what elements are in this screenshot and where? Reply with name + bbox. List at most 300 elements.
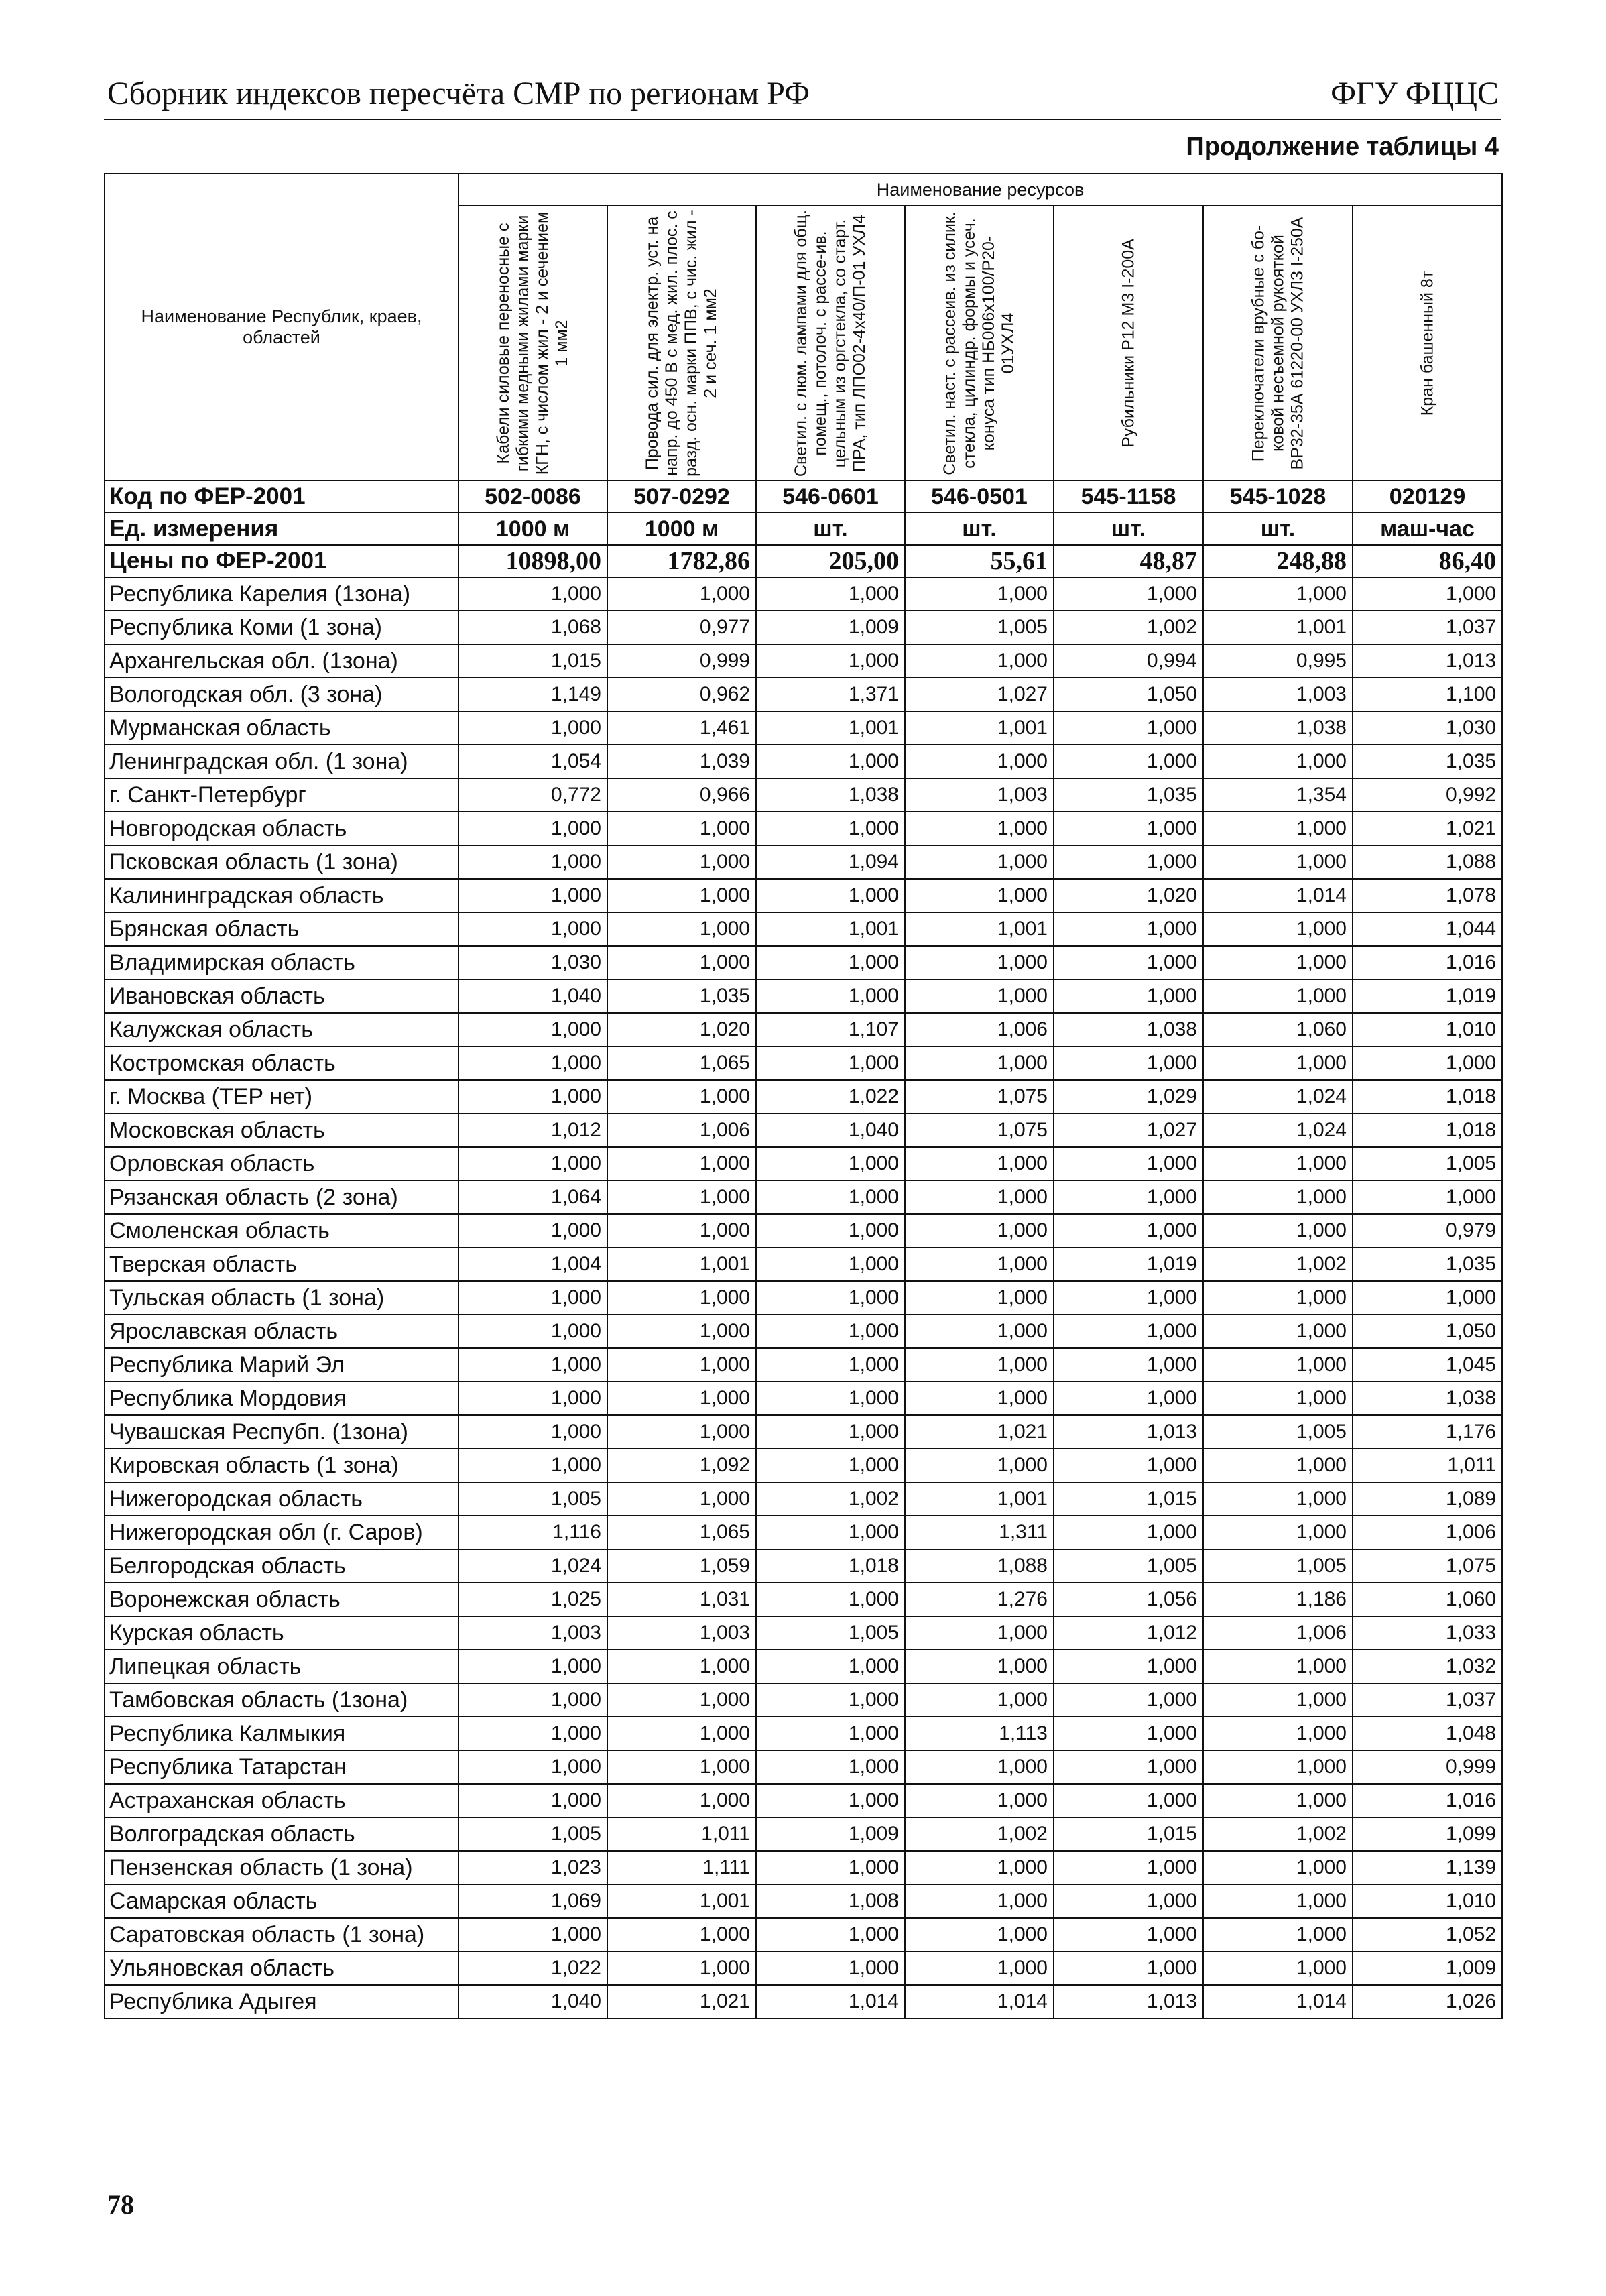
region-column-header: Наименование Республик, краев, областей bbox=[105, 174, 458, 481]
table-row bbox=[105, 1683, 1502, 1717]
resource-name-header bbox=[905, 206, 1054, 481]
index-value: 1,000 bbox=[607, 1214, 756, 1248]
index-value: 1,000 bbox=[1203, 1683, 1353, 1717]
index-value: 1,000 bbox=[756, 1449, 905, 1482]
index-value: 1,000 bbox=[1203, 1046, 1353, 1080]
table-row bbox=[105, 1080, 1502, 1113]
index-value: 1,000 bbox=[756, 644, 905, 678]
index-value: 1,000 bbox=[1203, 1750, 1353, 1784]
index-value: 1,000 bbox=[1203, 1784, 1353, 1817]
index-value: 1,000 bbox=[607, 1951, 756, 1985]
table-row bbox=[105, 1985, 1502, 2018]
table-row bbox=[105, 644, 1502, 678]
index-value: 1,030 bbox=[458, 946, 607, 979]
resource-price: 86,40 bbox=[1353, 545, 1502, 577]
region-name: Самарская область bbox=[105, 1884, 458, 1918]
index-value: 1,000 bbox=[756, 1951, 905, 1985]
organization-name: ФГУ ФЦЦС bbox=[1331, 76, 1499, 111]
table-row bbox=[105, 1449, 1502, 1482]
region-name: Астраханская область bbox=[105, 1784, 458, 1817]
index-value: 1,176 bbox=[1353, 1415, 1502, 1449]
table-row bbox=[105, 678, 1502, 711]
index-value: 1,000 bbox=[1054, 1281, 1203, 1315]
index-value: 1,000 bbox=[905, 1214, 1054, 1248]
index-value: 1,000 bbox=[756, 1046, 905, 1080]
index-value: 1,000 bbox=[1353, 577, 1502, 611]
index-value: 1,000 bbox=[607, 1482, 756, 1516]
index-value: 1,000 bbox=[905, 845, 1054, 879]
index-value: 1,000 bbox=[1054, 1683, 1203, 1717]
index-value: 1,000 bbox=[1353, 1281, 1502, 1315]
index-value: 1,021 bbox=[607, 1985, 756, 2018]
index-value: 1,065 bbox=[607, 1516, 756, 1549]
index-value: 1,000 bbox=[458, 1013, 607, 1046]
region-name: Ярославская область bbox=[105, 1315, 458, 1348]
resource-unit: шт. bbox=[756, 513, 905, 545]
index-value: 1,000 bbox=[1054, 1884, 1203, 1918]
index-value: 1,003 bbox=[905, 778, 1054, 812]
index-value: 1,000 bbox=[1203, 1147, 1353, 1181]
index-value: 1,000 bbox=[458, 1717, 607, 1750]
resource-name-text: Светил. с люм. лампами для общ. помещ., потолоч. с рассе-ив. цельным из оргстекла, со старт. ПРА, тип ЛПО02-4х40/П-01 УХЛ4 bbox=[792, 209, 869, 477]
region-name: Тверская область bbox=[105, 1248, 458, 1281]
resource-price: 55,61 bbox=[905, 545, 1054, 577]
index-value: 1,052 bbox=[1353, 1918, 1502, 1951]
index-value: 1,000 bbox=[1054, 1181, 1203, 1214]
table-row bbox=[105, 946, 1502, 979]
table-row bbox=[105, 1147, 1502, 1181]
resource-code: 507-0292 bbox=[607, 481, 756, 513]
index-value: 1,000 bbox=[1203, 946, 1353, 979]
index-value: 1,000 bbox=[1054, 1516, 1203, 1549]
index-value: 1,000 bbox=[1054, 1650, 1203, 1683]
index-value: 1,005 bbox=[1054, 1549, 1203, 1583]
index-value: 1,075 bbox=[1353, 1549, 1502, 1583]
index-value: 1,000 bbox=[458, 1315, 607, 1348]
table-row bbox=[105, 1046, 1502, 1080]
index-value: 1,000 bbox=[905, 1181, 1054, 1214]
index-value: 1,000 bbox=[756, 1281, 905, 1315]
index-value: 1,015 bbox=[1054, 1482, 1203, 1516]
index-value: 1,000 bbox=[756, 1717, 905, 1750]
index-value: 1,000 bbox=[607, 912, 756, 946]
index-value: 1,000 bbox=[1054, 1315, 1203, 1348]
index-value: 1,000 bbox=[1054, 1918, 1203, 1951]
index-value: 1,000 bbox=[756, 1750, 905, 1784]
index-value: 1,000 bbox=[1054, 1046, 1203, 1080]
index-value: 1,000 bbox=[1203, 577, 1353, 611]
index-value: 1,092 bbox=[607, 1449, 756, 1482]
table-header-row bbox=[105, 174, 1502, 206]
index-value: 1,000 bbox=[905, 1884, 1054, 1918]
index-value: 0,994 bbox=[1054, 644, 1203, 678]
region-name: Нижегородская область bbox=[105, 1482, 458, 1516]
index-value: 1,025 bbox=[458, 1583, 607, 1616]
table-row bbox=[105, 1717, 1502, 1750]
index-value: 1,094 bbox=[756, 845, 905, 879]
region-name: Тамбовская область (1зона) bbox=[105, 1683, 458, 1717]
index-value: 1,000 bbox=[1353, 1181, 1502, 1214]
index-value: 1,000 bbox=[458, 1382, 607, 1415]
index-value: 1,000 bbox=[1054, 946, 1203, 979]
index-value: 1,000 bbox=[607, 1717, 756, 1750]
index-value: 1,000 bbox=[756, 1214, 905, 1248]
index-value: 1,000 bbox=[905, 1683, 1054, 1717]
index-value: 1,037 bbox=[1353, 611, 1502, 644]
index-value: 1,000 bbox=[905, 1918, 1054, 1951]
code-row-label: Код по ФЕР-2001 bbox=[105, 481, 458, 513]
index-value: 1,005 bbox=[1203, 1549, 1353, 1583]
table-row bbox=[105, 1616, 1502, 1650]
index-value: 1,000 bbox=[1203, 1348, 1353, 1382]
region-name: Воронежская область bbox=[105, 1583, 458, 1616]
region-name: Липецкая область bbox=[105, 1650, 458, 1683]
table-row bbox=[105, 1549, 1502, 1583]
index-value: 1,111 bbox=[607, 1851, 756, 1884]
region-name: Рязанская область (2 зона) bbox=[105, 1181, 458, 1214]
index-value: 1,000 bbox=[756, 946, 905, 979]
index-value: 1,000 bbox=[1054, 1147, 1203, 1181]
index-value: 1,056 bbox=[1054, 1583, 1203, 1616]
index-value: 1,000 bbox=[905, 1784, 1054, 1817]
resource-unit: шт. bbox=[1054, 513, 1203, 545]
index-value: 0,977 bbox=[607, 611, 756, 644]
index-value: 1,059 bbox=[607, 1549, 756, 1583]
index-value: 1,014 bbox=[905, 1985, 1054, 2018]
index-value: 1,000 bbox=[1353, 1046, 1502, 1080]
region-index-table bbox=[104, 173, 1503, 2019]
index-value: 1,035 bbox=[607, 979, 756, 1013]
index-value: 1,000 bbox=[607, 1281, 756, 1315]
index-value: 1,000 bbox=[905, 1650, 1054, 1683]
index-value: 0,979 bbox=[1353, 1214, 1502, 1248]
index-value: 1,371 bbox=[756, 678, 905, 711]
index-value: 1,139 bbox=[1353, 1851, 1502, 1884]
index-value: 1,001 bbox=[607, 1248, 756, 1281]
table-row bbox=[105, 1415, 1502, 1449]
index-value: 1,022 bbox=[458, 1951, 607, 1985]
index-value: 1,000 bbox=[905, 946, 1054, 979]
index-value: 1,000 bbox=[1054, 1449, 1203, 1482]
index-value: 1,044 bbox=[1353, 912, 1502, 946]
index-value: 1,000 bbox=[756, 812, 905, 845]
table-row bbox=[105, 845, 1502, 879]
index-value: 1,000 bbox=[1054, 577, 1203, 611]
table-row bbox=[105, 979, 1502, 1013]
table-row bbox=[105, 1951, 1502, 1985]
index-value: 1,020 bbox=[607, 1013, 756, 1046]
index-value: 1,006 bbox=[607, 1113, 756, 1147]
index-value: 1,011 bbox=[1353, 1449, 1502, 1482]
resource-name-header bbox=[1353, 206, 1502, 481]
index-value: 1,000 bbox=[607, 812, 756, 845]
index-value: 1,000 bbox=[1054, 1382, 1203, 1415]
index-value: 1,000 bbox=[607, 1382, 756, 1415]
index-value: 1,311 bbox=[905, 1516, 1054, 1549]
region-name: Псковская область (1 зона) bbox=[105, 845, 458, 879]
index-value: 1,038 bbox=[1054, 1013, 1203, 1046]
index-value: 1,000 bbox=[756, 1683, 905, 1717]
index-value: 1,075 bbox=[905, 1113, 1054, 1147]
index-value: 0,995 bbox=[1203, 644, 1353, 678]
index-value: 1,008 bbox=[756, 1884, 905, 1918]
table-row bbox=[105, 812, 1502, 845]
index-value: 1,005 bbox=[756, 1616, 905, 1650]
index-value: 1,000 bbox=[1054, 845, 1203, 879]
index-value: 1,000 bbox=[607, 1650, 756, 1683]
index-value: 1,000 bbox=[1203, 1851, 1353, 1884]
index-value: 1,002 bbox=[905, 1817, 1054, 1851]
index-value: 1,000 bbox=[1054, 1214, 1203, 1248]
index-value: 1,461 bbox=[607, 711, 756, 745]
index-value: 1,060 bbox=[1353, 1583, 1502, 1616]
index-value: 1,149 bbox=[458, 678, 607, 711]
index-value: 1,026 bbox=[1353, 1985, 1502, 2018]
index-value: 1,116 bbox=[458, 1516, 607, 1549]
index-value: 1,054 bbox=[458, 745, 607, 778]
index-value: 1,000 bbox=[1203, 1315, 1353, 1348]
resource-price: 48,87 bbox=[1054, 545, 1203, 577]
resource-name-text: Рубильники Р12 М3 I-200А bbox=[1119, 239, 1137, 448]
resource-name-text: Переключатели врубные с бо-ковой несъемной рукояткой ВР32-35А 61220-00 УХЛ3 I-250А bbox=[1249, 217, 1306, 470]
index-value: 1,000 bbox=[905, 1851, 1054, 1884]
table-row bbox=[105, 1884, 1502, 1918]
index-value: 1,000 bbox=[1203, 1281, 1353, 1315]
index-value: 1,000 bbox=[905, 812, 1054, 845]
index-value: 1,050 bbox=[1054, 678, 1203, 711]
index-value: 1,000 bbox=[1054, 1750, 1203, 1784]
index-value: 1,010 bbox=[1353, 1884, 1502, 1918]
table-row bbox=[105, 1348, 1502, 1382]
region-name: Смоленская область bbox=[105, 1214, 458, 1248]
index-value: 1,035 bbox=[1353, 1248, 1502, 1281]
index-value: 1,000 bbox=[1054, 1951, 1203, 1985]
index-value: 1,000 bbox=[1054, 1851, 1203, 1884]
index-value: 1,068 bbox=[458, 611, 607, 644]
index-value: 1,000 bbox=[607, 1683, 756, 1717]
index-value: 1,000 bbox=[1203, 1482, 1353, 1516]
region-name: Брянская область bbox=[105, 912, 458, 946]
resource-name-text: Кран башенный 8т bbox=[1418, 270, 1437, 416]
resource-unit: шт. bbox=[905, 513, 1054, 545]
index-value: 1,000 bbox=[607, 879, 756, 912]
index-value: 1,000 bbox=[607, 1415, 756, 1449]
index-value: 1,006 bbox=[905, 1013, 1054, 1046]
index-value: 1,000 bbox=[458, 1046, 607, 1080]
code-row bbox=[105, 481, 1502, 513]
region-name: Республика Татарстан bbox=[105, 1750, 458, 1784]
index-value: 1,354 bbox=[1203, 778, 1353, 812]
index-value: 1,000 bbox=[905, 1382, 1054, 1415]
table-row bbox=[105, 1315, 1502, 1348]
index-value: 1,000 bbox=[905, 879, 1054, 912]
index-value: 1,000 bbox=[756, 745, 905, 778]
index-value: 1,000 bbox=[756, 1918, 905, 1951]
index-value: 1,000 bbox=[1203, 1717, 1353, 1750]
table-row bbox=[105, 778, 1502, 812]
index-value: 1,000 bbox=[458, 845, 607, 879]
table-continuation-caption: Продолжение таблицы 4 bbox=[1186, 133, 1499, 161]
resource-name-header bbox=[607, 206, 756, 481]
index-value: 1,005 bbox=[458, 1817, 607, 1851]
region-name: Республика Адыгея bbox=[105, 1985, 458, 2018]
index-value: 1,022 bbox=[756, 1080, 905, 1113]
index-value: 1,000 bbox=[905, 1281, 1054, 1315]
index-value: 1,000 bbox=[1054, 912, 1203, 946]
resource-unit: маш-час bbox=[1353, 513, 1502, 545]
table-row bbox=[105, 1181, 1502, 1214]
index-value: 1,000 bbox=[458, 711, 607, 745]
index-value: 0,962 bbox=[607, 678, 756, 711]
resource-code: 502-0086 bbox=[458, 481, 607, 513]
index-value: 1,000 bbox=[458, 1348, 607, 1382]
index-value: 1,000 bbox=[756, 1784, 905, 1817]
index-value: 1,000 bbox=[1203, 1884, 1353, 1918]
index-value: 1,039 bbox=[607, 745, 756, 778]
index-value: 1,001 bbox=[607, 1884, 756, 1918]
index-value: 1,004 bbox=[458, 1248, 607, 1281]
index-value: 1,000 bbox=[1203, 1650, 1353, 1683]
resource-price: 205,00 bbox=[756, 545, 905, 577]
index-value: 1,012 bbox=[1054, 1616, 1203, 1650]
index-value: 1,000 bbox=[458, 1415, 607, 1449]
index-value: 1,038 bbox=[756, 778, 905, 812]
index-value: 1,002 bbox=[756, 1482, 905, 1516]
resource-name-header bbox=[1203, 206, 1353, 481]
table-row bbox=[105, 1214, 1502, 1248]
index-value: 1,000 bbox=[1203, 1382, 1353, 1415]
index-value: 1,000 bbox=[905, 1147, 1054, 1181]
region-name: Мурманская область bbox=[105, 711, 458, 745]
index-value: 1,032 bbox=[1353, 1650, 1502, 1683]
index-value: 1,016 bbox=[1353, 1784, 1502, 1817]
index-value: 1,000 bbox=[458, 1784, 607, 1817]
index-value: 1,186 bbox=[1203, 1583, 1353, 1616]
index-value: 1,000 bbox=[1203, 812, 1353, 845]
table-row bbox=[105, 1281, 1502, 1315]
region-name: Ивановская область bbox=[105, 979, 458, 1013]
index-value: 1,000 bbox=[756, 577, 905, 611]
table-row bbox=[105, 1516, 1502, 1549]
resource-code: 546-0501 bbox=[905, 481, 1054, 513]
index-value: 1,000 bbox=[458, 1214, 607, 1248]
index-value: 1,000 bbox=[458, 1080, 607, 1113]
table-row bbox=[105, 1113, 1502, 1147]
region-name: Чувашская Респубп. (1зона) bbox=[105, 1415, 458, 1449]
index-value: 1,000 bbox=[607, 1147, 756, 1181]
index-value: 1,024 bbox=[458, 1549, 607, 1583]
resource-name-text: Кабели силовые переносные с гибкими медными жилами марки КГН, с числом жил - 2 и сечением 1 мм2 bbox=[494, 211, 571, 475]
index-value: 1,038 bbox=[1203, 711, 1353, 745]
table-row bbox=[105, 611, 1502, 644]
resource-name-text: Провода сил. для электр. уст. на напр. до 450 В с мед. жил. плос. с разд. осн. марки ППВ, с чис. жил - 2 и сеч. 1 мм2 bbox=[643, 210, 720, 477]
index-value: 1,069 bbox=[458, 1884, 607, 1918]
index-value: 1,000 bbox=[1203, 745, 1353, 778]
index-value: 1,000 bbox=[1203, 1918, 1353, 1951]
index-value: 1,000 bbox=[458, 1449, 607, 1482]
index-value: 1,037 bbox=[1353, 1683, 1502, 1717]
region-name: Нижегородская обл (г. Саров) bbox=[105, 1516, 458, 1549]
resource-price: 1782,86 bbox=[607, 545, 756, 577]
index-value: 0,772 bbox=[458, 778, 607, 812]
index-value: 1,000 bbox=[458, 1750, 607, 1784]
table-row bbox=[105, 577, 1502, 611]
index-value: 1,013 bbox=[1054, 1415, 1203, 1449]
region-name: г. Санкт-Петербург bbox=[105, 778, 458, 812]
index-value: 1,038 bbox=[1353, 1382, 1502, 1415]
index-value: 1,099 bbox=[1353, 1817, 1502, 1851]
index-value: 1,000 bbox=[756, 1851, 905, 1884]
resource-code: 546-0601 bbox=[756, 481, 905, 513]
index-value: 1,000 bbox=[756, 979, 905, 1013]
index-value: 1,000 bbox=[1203, 1951, 1353, 1985]
index-value: 1,000 bbox=[607, 845, 756, 879]
index-value: 1,000 bbox=[756, 1583, 905, 1616]
region-name: Калужская область bbox=[105, 1013, 458, 1046]
region-name: Пензенская область (1 зона) bbox=[105, 1851, 458, 1884]
index-value: 1,000 bbox=[1054, 1348, 1203, 1382]
page-number: 78 bbox=[107, 2189, 134, 2220]
index-value: 1,015 bbox=[458, 644, 607, 678]
index-value: 1,014 bbox=[756, 1985, 905, 2018]
index-value: 1,000 bbox=[756, 1147, 905, 1181]
index-value: 1,030 bbox=[1353, 711, 1502, 745]
index-value: 1,014 bbox=[1203, 879, 1353, 912]
index-value: 1,000 bbox=[607, 577, 756, 611]
region-name: Вологодская обл. (3 зона) bbox=[105, 678, 458, 711]
index-value: 1,040 bbox=[458, 979, 607, 1013]
index-value: 1,000 bbox=[905, 1348, 1054, 1382]
index-value: 1,000 bbox=[905, 1315, 1054, 1348]
region-name: Орловская область bbox=[105, 1147, 458, 1181]
table-row bbox=[105, 745, 1502, 778]
index-value: 1,005 bbox=[1203, 1415, 1353, 1449]
index-value: 1,000 bbox=[1054, 1784, 1203, 1817]
index-value: 1,000 bbox=[458, 912, 607, 946]
index-value: 1,000 bbox=[756, 1315, 905, 1348]
index-value: 1,000 bbox=[458, 1147, 607, 1181]
index-value: 1,040 bbox=[458, 1985, 607, 2018]
index-value: 1,000 bbox=[756, 1382, 905, 1415]
index-value: 1,276 bbox=[905, 1583, 1054, 1616]
table-row bbox=[105, 1784, 1502, 1817]
table-row bbox=[105, 879, 1502, 912]
index-value: 1,018 bbox=[756, 1549, 905, 1583]
index-value: 1,010 bbox=[1353, 1013, 1502, 1046]
index-value: 1,107 bbox=[756, 1013, 905, 1046]
index-value: 1,035 bbox=[1054, 778, 1203, 812]
region-name: Республика Калмыкия bbox=[105, 1717, 458, 1750]
table-row bbox=[105, 1013, 1502, 1046]
index-value: 1,000 bbox=[756, 1516, 905, 1549]
table-row bbox=[105, 1817, 1502, 1851]
index-value: 1,002 bbox=[1054, 611, 1203, 644]
index-value: 1,113 bbox=[905, 1717, 1054, 1750]
region-name: Владимирская область bbox=[105, 946, 458, 979]
index-value: 1,000 bbox=[905, 979, 1054, 1013]
index-value: 1,001 bbox=[905, 1482, 1054, 1516]
index-value: 1,000 bbox=[607, 1080, 756, 1113]
resource-price: 248,88 bbox=[1203, 545, 1353, 577]
region-name: Республика Карелия (1зона) bbox=[105, 577, 458, 611]
index-value: 1,000 bbox=[607, 1750, 756, 1784]
price-row-label: Цены по ФЕР-2001 bbox=[105, 545, 458, 577]
index-value: 1,027 bbox=[1054, 1113, 1203, 1147]
index-value: 1,000 bbox=[756, 879, 905, 912]
index-value: 1,023 bbox=[458, 1851, 607, 1884]
resource-unit: 1000 м bbox=[458, 513, 607, 545]
region-name: г. Москва (ТЕР нет) bbox=[105, 1080, 458, 1113]
